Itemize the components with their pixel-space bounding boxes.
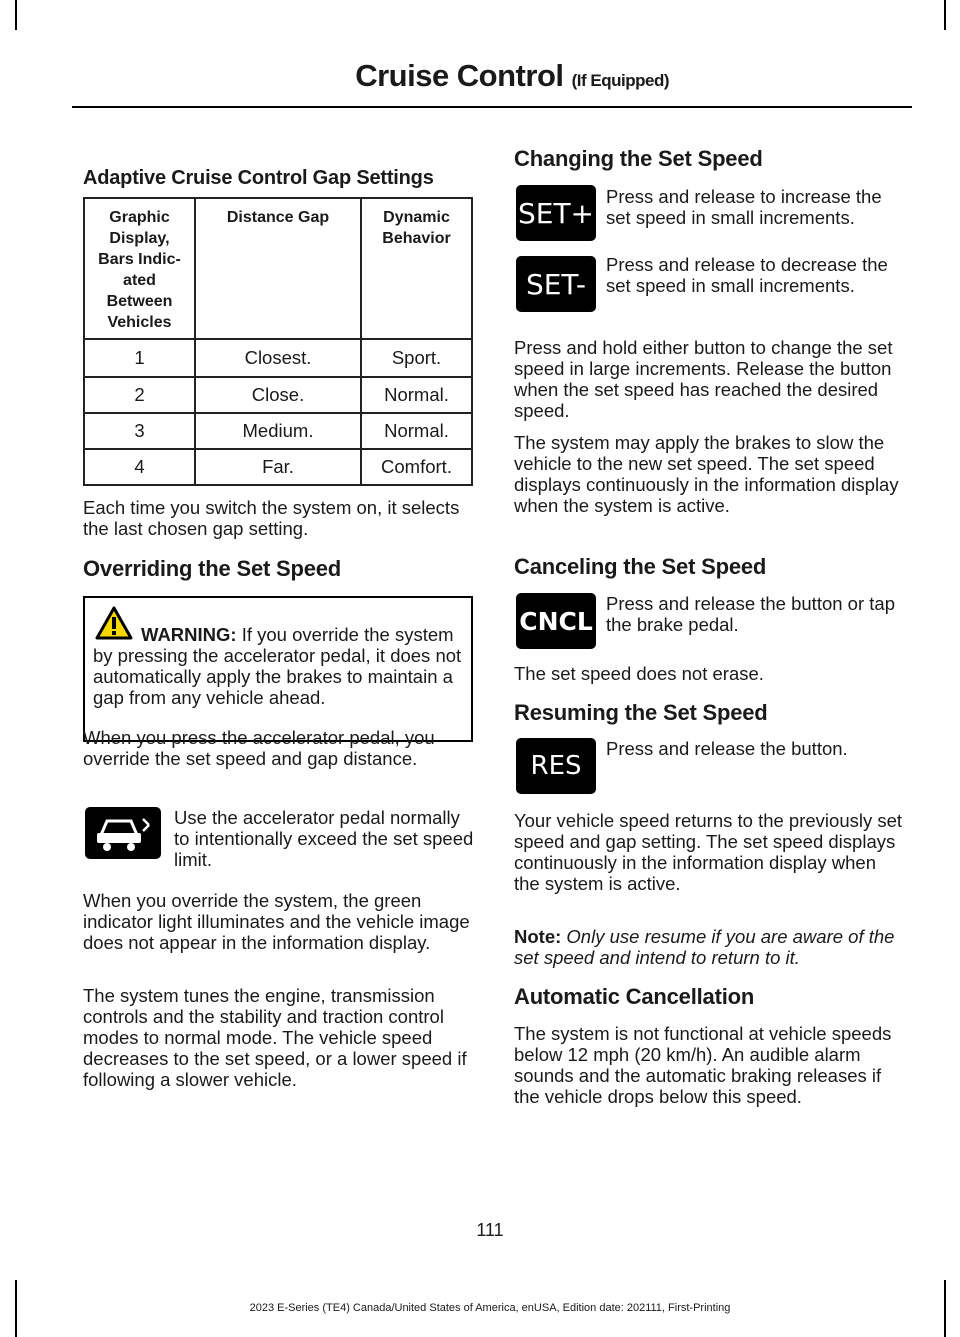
accelerator-override-icon: [85, 807, 161, 859]
resuming-paragraph-1: Your vehicle speed returns to the previously set speed and gap setting. The set speed displays continuously in the information display when the system is active.: [514, 810, 903, 894]
changing-paragraph-1: Press and hold either button to change the set speed in large increments. Release the button when the set speed has reached the desired speed.: [514, 337, 893, 421]
table-row: 4 Far. Comfort.: [84, 449, 472, 485]
page-number: 111: [476, 1220, 504, 1240]
changing-paragraph-2: The system may apply the brakes to slow the vehicle to the new set speed. The set speed displays continuously in the information display when the system is active.: [514, 432, 899, 516]
canceling-paragraph-1: The set speed does not erase.: [514, 663, 764, 684]
canceling-heading: Canceling the Set Speed: [514, 554, 767, 579]
set-plus-button-icon: SET+: [516, 185, 596, 241]
table-row: 3 Medium. Normal.: [84, 413, 472, 449]
cncl-button-icon: CNCL: [516, 593, 596, 649]
table-header-bars: Graphic Display, Bars Indic-ated Between Vehicles: [84, 198, 195, 339]
gap-settings-table: [83, 197, 473, 486]
header-subtitle: (If Equipped): [571, 71, 669, 90]
table-header-behavior: Dynamic Behavior: [361, 198, 472, 339]
warning-box: [83, 596, 473, 742]
set-minus-text: Press and release to decrease the set speed in small increments.: [606, 254, 888, 296]
car-speed-icon: [93, 811, 153, 855]
table-header-gap: Distance Gap: [195, 198, 361, 339]
page-header-title: [355, 58, 669, 94]
table-row: 2 Close. Normal.: [84, 377, 472, 413]
header-rule: [72, 106, 912, 108]
overriding-heading: Overriding the Set Speed: [83, 556, 342, 581]
changing-heading: Changing the Set Speed: [514, 146, 763, 171]
warning-text: WARNING: If you override the system by pressing the accelerator pedal, it does not automatically apply the brakes to maintain a gap from any vehicle ahead.: [93, 624, 462, 708]
accelerator-override-text: Use the accelerator pedal normally to intentionally exceed the set speed limit.: [174, 807, 474, 870]
res-text: Press and release the button.: [606, 738, 848, 759]
res-button-icon: RES: [516, 738, 596, 794]
gap-settings-note: Each time you switch the system on, it selects the last chosen gap setting.: [83, 497, 460, 539]
resume-note: Note: Only use resume if you are aware of the set speed and intend to return to it.: [514, 926, 895, 968]
cncl-text: Press and release the button or tap the brake pedal.: [606, 593, 895, 635]
gap-settings-heading: Adaptive Cruise Control Gap Settings: [83, 167, 434, 189]
automatic-cancellation-paragraph: The system is not functional at vehicle speeds below 12 mph (20 km/h). An audible alarm sounds and the automatic braking releases if the vehicle drops below this speed.: [514, 1023, 892, 1107]
overriding-paragraph-1: When you press the accelerator pedal, you override the set speed and gap distance.: [83, 727, 435, 769]
set-minus-button-icon: SET-: [516, 256, 596, 312]
overriding-paragraph-2: When you override the system, the green indicator light illuminates and the vehicle image does not appear in the information display.: [83, 890, 470, 953]
set-plus-text: Press and release to increase the set speed in small increments.: [606, 186, 882, 228]
edition-line: 2023 E-Series (TE4) Canada/United States of America, enUSA, Edition date: 202111, First-Printing: [249, 1302, 731, 1314]
overriding-paragraph-3: The system tunes the engine, transmission controls and the stability and traction control modes to normal mode. The vehicle speed decreases to the set speed, or a lower speed if following a slower vehicle.: [83, 985, 467, 1090]
table-row: 1 Closest. Sport.: [84, 339, 472, 377]
crop-mark: [944, 0, 946, 30]
crop-mark: [15, 0, 17, 30]
automatic-cancellation-heading: Automatic Cancellation: [514, 984, 755, 1009]
resuming-heading: Resuming the Set Speed: [514, 700, 768, 725]
header-title-text: Cruise Control: [355, 58, 564, 93]
